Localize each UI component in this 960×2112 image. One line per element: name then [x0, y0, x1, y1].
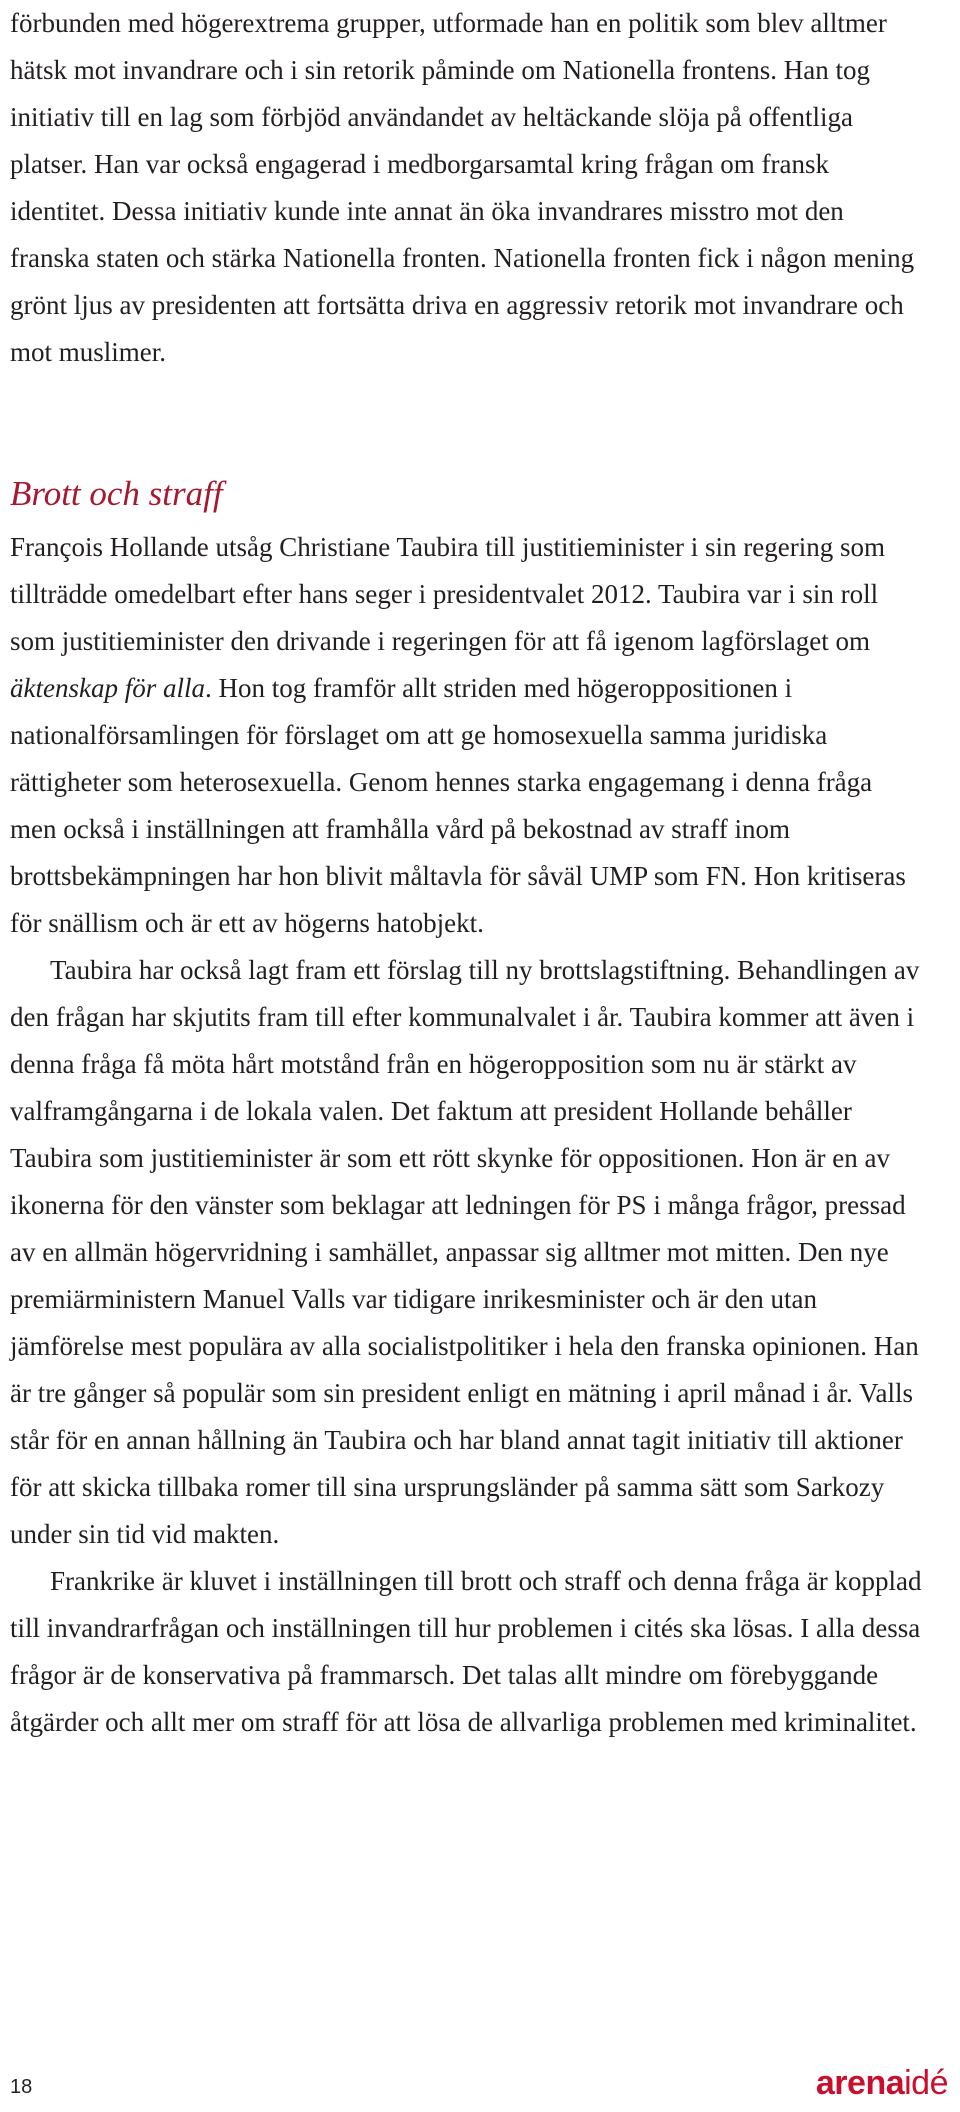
paragraph-1-end: . Hon tog framför allt striden med högeroppositionen i nationalförsamlingen för förslaget om att ge homosexuella samma juridiska rättigheter som heterosexuella. Genom hennes starka engagemang i denna fråga men också i inställningen att framhålla vård på bekostnad av straff inom brottsbekämpningen har hon blivit måltavla för såväl UMP som FN. Hon kritiseras för snällism och är ett av högerns hatobjekt.	[10, 673, 906, 938]
paragraph-continuation: förbunden med högerextrema grupper, utformade han en politik som blev alltmer hätsk mot invandrare och i sin retorik påminde om Nationella frontens. Han tog initiativ till en lag som förbjöd användandet av heltäckande slöja på offentliga platser. Han var också engagerad i medborgarsamtal kring frågan om fransk identitet. Dessa initiativ kunde inte annat än öka invandrares misstro mot den franska staten och stärka Nationella fronten. Nationella fronten fick i någon mening grönt ljus av presidenten att fortsätta driva en aggressiv retorik mot invandrare och mot muslimer.	[10, 8, 915, 367]
paragraph-2: Taubira har också lagt fram ett förslag till ny brottslagstiftning. Behandlingen av den frågan har skjutits fram till efter kommunalvalet i år. Taubira kommer att även i denna fråga få möta hårt motstånd från en högeropposition som nu är stärkt av valframgångarna i de lokala valen. Det faktum att president Hollande behåller Taubira som justitieminister är som ett rött skynke för oppositionen. Hon är en av ikonerna för den vänster som beklagar att ledningen för PS i många frågor, pressad av en allmän högervridning i samhället, anpassar sig alltmer mot mitten. Den nye premiärministern Manuel Valls var tidigare inrikesminister och är den utan jämförelse mest populära av alla socialistpolitiker i hela den franska opinionen. Han är tre gånger så populär som sin president enligt en mätning i april månad i år. Valls står för en annan hållning än Taubira och har bland annat tagit initiativ till aktioner för att skicka tillbaka romer till sina ursprungsländer på samma sätt som Sarkozy under sin tid vid makten.	[10, 955, 920, 1549]
arenaide-logo	[816, 2064, 948, 2103]
logo-part-ide: idé	[904, 2064, 948, 2102]
intro-text	[10, 0, 925, 376]
paragraph-1-italic: äktenskap för alla	[10, 673, 205, 703]
paragraph-3: Frankrike är kluvet i inställningen till brott och straff och denna fråga är kopplad till invandrarfrågan och inställningen till hur problemen i cités ska lösas. I alla dessa frågor är de konservativa på frammarsch. Det talas allt mindre om förebyggande åtgärder och allt mer om straff för att lösa de allvarliga problemen med kriminalitet.	[10, 1566, 922, 1737]
page-number: 18	[10, 2076, 33, 2098]
section-body	[10, 524, 925, 1746]
logo-part-arena: arena	[815, 2064, 905, 2102]
paragraph-1	[10, 524, 925, 947]
section-heading: Brott och straff	[10, 474, 223, 513]
paragraph-1-start: François Hollande utsåg Christiane Taubira till justitieminister i sin regering som tillträdde omedelbart efter hans seger i presidentvalet 2012. Taubira var i sin roll som justitieminister den drivande i regeringen för att få igenom lagförslaget om	[10, 532, 885, 656]
